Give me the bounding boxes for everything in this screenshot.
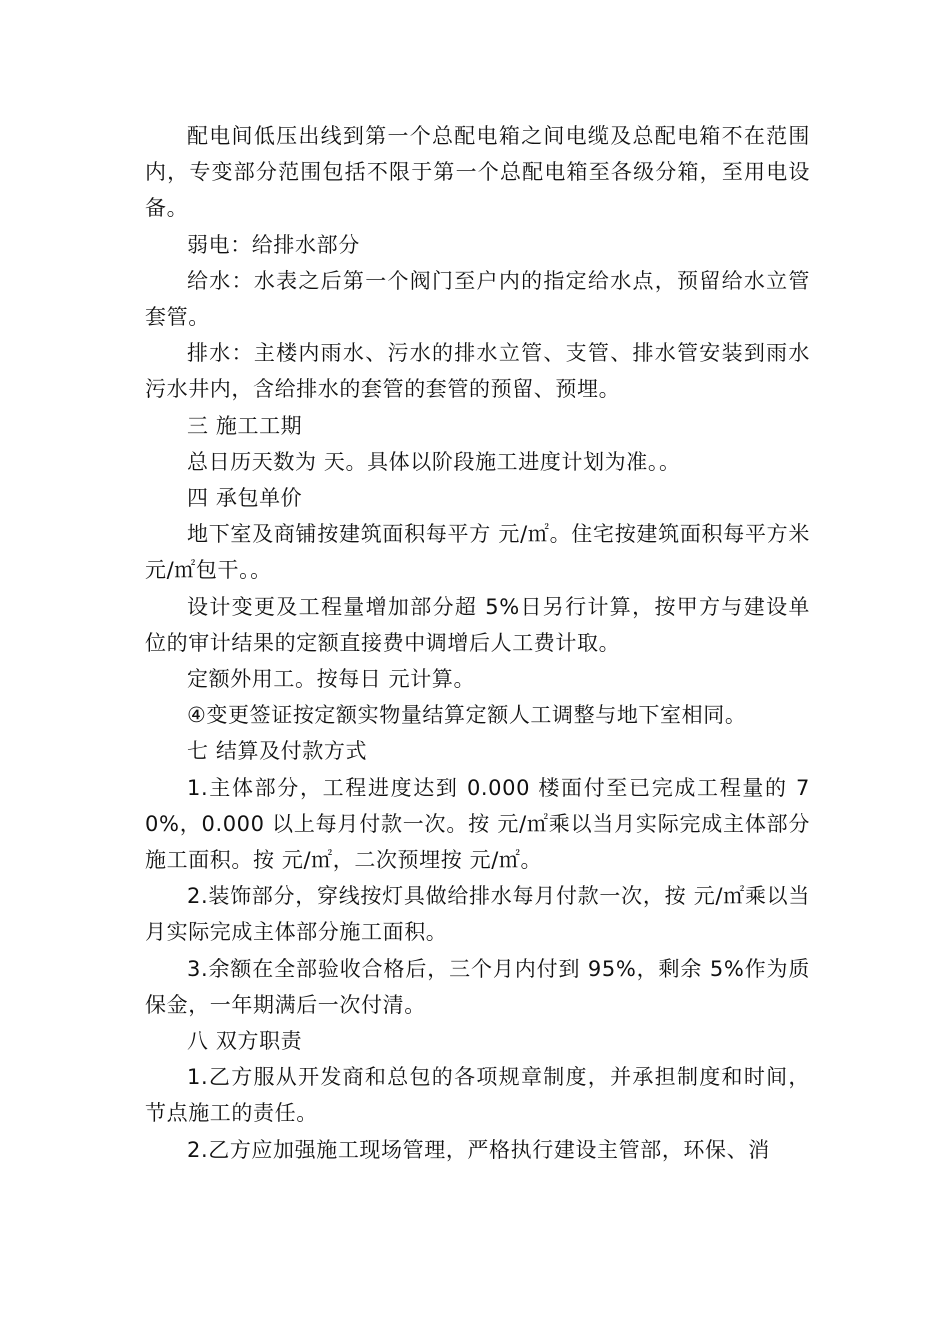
paragraph-drainage: 排水：主楼内雨水、污水的排水立管、支管、排水管安装到雨水污水井内，含给排水的套管的套管的预留、预埋。	[145, 341, 810, 402]
paragraph-distribution-scope: 配电间低压出线到第一个总配电箱之间电缆及总配电箱不在范围内，专变部分范围包括不限于第一个总配电箱至各级分箱，至用电设备。	[145, 124, 810, 221]
section-heading-construction-period: 三 施工工期	[187, 413, 303, 438]
paragraph-water-supply: 给水：水表之后第一个阀门至户内的指定给水点，预留给水立管套管。	[145, 268, 810, 330]
section-heading-duties: 八 双方职责	[187, 1029, 303, 1054]
paragraph-duty-1: 1.乙方服从开发商和总包的各项规章制度，并承担制度和时间，节点施工的责任。	[145, 1065, 810, 1126]
paragraph-payment-balance: 3.余额在全部验收合格后，三个月内付到 95%，剩余 5%作为质保金，一年期满后一次付清。	[145, 956, 810, 1017]
paragraph-total-days: 总日历天数为 天。具体以阶段施工进度计划为准。。	[187, 449, 681, 474]
paragraph-payment-main: 1.主体部分，工程进度达到 0.000 楼面付至已完成工程量的 70%，0.000 以上每月付款一次。按 元/㎡乘以当月实际完成主体部分施工面积。按 元/㎡，二次预埋按 元/㎡。	[145, 775, 810, 873]
paragraph-extra-labor: 定额外用工。按每日 元计算。	[187, 667, 476, 692]
paragraph-change-visa: ④变更签证按定额实物量结算定额人工调整与地下室相同。	[187, 703, 747, 728]
section-heading-settlement: 七 结算及付款方式	[187, 739, 368, 764]
section-heading-unit-price: 四 承包单价	[187, 486, 303, 511]
paragraph-design-change: 设计变更及工程量增加部分超 5%日另行计算，按甲方与建设单位的审计结果的定额直接费中调增后人工费计取。	[145, 594, 810, 655]
document-body	[145, 118, 810, 1168]
paragraph-area-price: 地下室及商铺按建筑面积每平方 元/㎡。住宅按建筑面积每平方米 元/㎡包干。。	[145, 522, 810, 583]
paragraph-payment-decoration: 2.装饰部分，穿线按灯具做给排水每月付款一次，按 元/㎡乘以当月实际完成主体部分施工面积。	[145, 884, 810, 945]
paragraph-duty-2: 2.乙方应加强施工现场管理，严格执行建设主管部，环保、消	[187, 1137, 770, 1162]
paragraph-weak-current: 弱电：给排水部分	[187, 232, 360, 257]
